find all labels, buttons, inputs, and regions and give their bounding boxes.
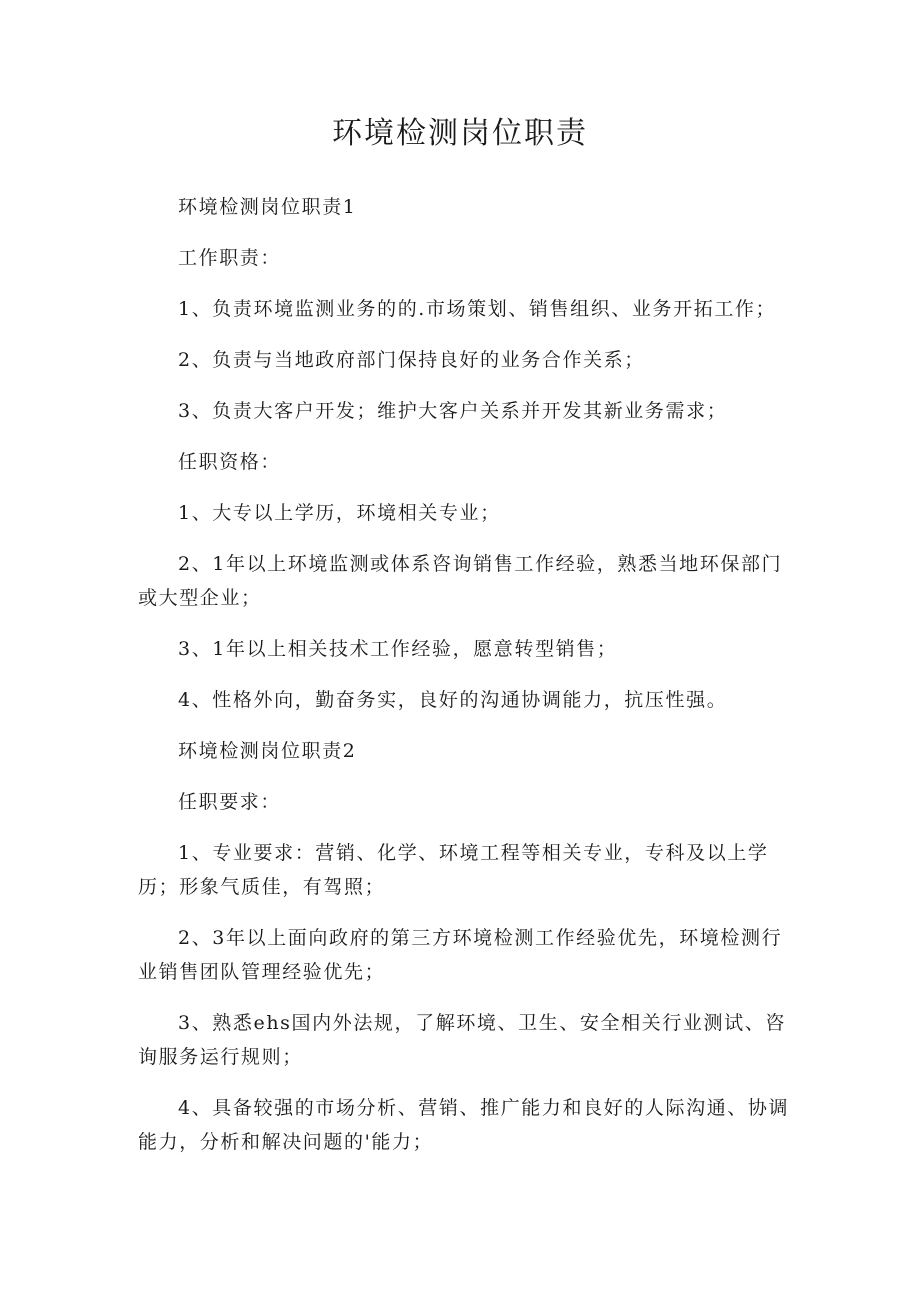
list-item: 1、负责环境监测业务的的.市场策划、销售组织、业务开拓工作； <box>178 298 777 320</box>
subheading: 工作职责： <box>178 247 282 269</box>
list-item: 4、具备较强的市场分析、营销、推广能力和良好的人际沟通、协调能力，分析和解决问题的'能力； <box>138 1097 790 1153</box>
section-heading: 环境检测岗位职责2 <box>178 740 357 762</box>
section-heading: 环境检测岗位职责1 <box>178 196 357 218</box>
list-item: 1、大专以上学历，环境相关专业； <box>178 502 501 524</box>
document-title: 环境检测岗位职责 <box>332 116 588 151</box>
list-item: 2、负责与当地政府部门保持良好的业务合作关系； <box>178 349 645 371</box>
list-item: 1、专业要求：营销、化学、环境工程等相关专业，专科及以上学历；形象气质佳，有驾照； <box>138 842 769 898</box>
list-item: 3、熟悉ehs国内外法规，了解环境、卫生、安全相关行业测试、咨询服务运行规则； <box>138 1012 786 1068</box>
list-item: 4、性格外向，勤奋务实，良好的沟通协调能力，抗压性强。 <box>178 689 728 711</box>
list-item: 3、1年以上相关技术工作经验，愿意转型销售； <box>178 638 618 660</box>
subheading: 任职资格： <box>178 451 282 473</box>
document-body <box>138 190 792 1159</box>
list-item: 2、1年以上环境监测或体系咨询销售工作经验，熟悉当地环保部门或大型企业； <box>138 553 783 609</box>
list-item: 3、负责大客户开发；维护大客户关系并开发其新业务需求； <box>178 400 728 422</box>
subheading: 任职要求： <box>178 791 282 813</box>
list-item: 2、3年以上面向政府的第三方环境检测工作经验优先，环境检测行业销售团队管理经验优先； <box>138 927 783 983</box>
